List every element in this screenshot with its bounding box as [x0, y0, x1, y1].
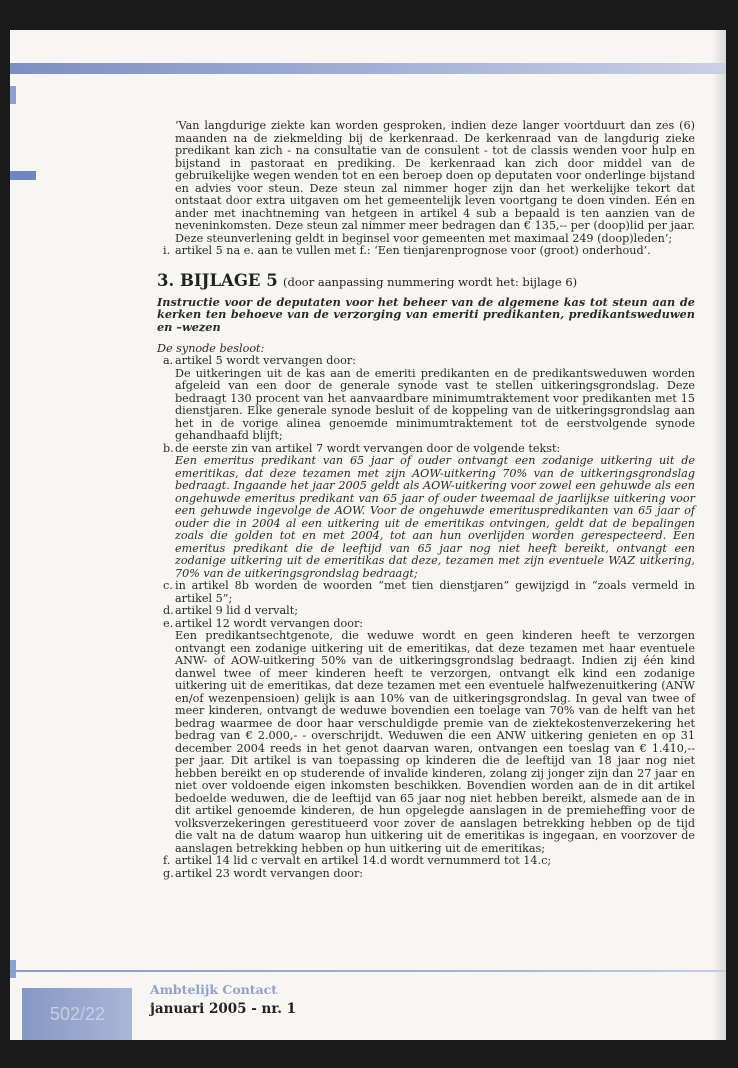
margin-tick — [10, 960, 16, 978]
item-text: artikel 14 lid c vervalt en artikel 14.d wordt vernummerd tot 14.c; — [175, 854, 552, 868]
item-marker: i. — [163, 244, 171, 257]
section-heading — [157, 271, 695, 292]
item-body: Een emeritus predikant van 65 jaar of ouder ontvangt een zodanige uitkering uit de emeritikas, dat deze tezamen met zijn AOW-uitkering 70% van de uitkeringsgrondslag bedraagt. Ingaande het jaar 2005 geldt als AOW-uitkering voor zowel een gehuwde als een ongehuwde emeritus predikant van 65 jaar of ouder tweemaal de jaarlijkse uitkering voor een gehuwde ingevolge de AOW. Voor de ongehuwde emerituspredikanten van 65 jaar of ouder die in 2004 al een uitkering uit de emeritikas ontvingen, geldt dat de bepalingen zoals die golden tot en met 2004, tot aan hun overlijden worden gerespecteerd. Een emeritus predikant die de leeftijd van 65 jaar nog niet heeft bereikt, ontvangt een zodanige uitkering uit de emeritikas dat deze, tezamen met zijn eventuele WAZ uitkering, 70% van de uitkeringsgrondslag bedraagt; — [175, 454, 695, 580]
page-number: 502/22 — [22, 988, 132, 1040]
item-body: De uitkeringen uit de kas aan de emeriti predikanten en de predikantsweduwen worden afgeleid van een door de generale synode vast te stellen uitkeringsgrondslag. Deze bedraagt 130 procent van het aanvaardbare minimumtraktement voor predikanten met 15 dienstjaren. Elke generale synode besluit of de koppeling van de uitkeringsgrondslag aan het in de vorige alinea genoemde minimumtraktement tot de eerstvolgende synode gehandhaafd blijft; — [175, 366, 695, 443]
item-text: artikel 5 na e. aan te vullen met f.: ‘Een tienjarenprognose voor (groot) onderhoud’. — [175, 244, 651, 257]
list-item-a — [163, 355, 695, 443]
page-content — [157, 119, 695, 880]
document-page — [10, 30, 726, 1040]
section-lead: Instructie voor de deputaten voor het beheer van de algemene kas tot steun aan de kerken ten behoeve van de verzorging van emeriti predikanten, predikantsweduwen en –wezen — [157, 294, 695, 335]
item-text: de eerste zin van artikel 7 wordt vervangen door de volgende tekst: — [175, 441, 561, 455]
publication-name: Ambtelijk Contact — [150, 982, 278, 997]
list-item-c — [163, 580, 695, 605]
margin-marker — [10, 171, 36, 180]
margin-tick — [10, 86, 16, 104]
item-marker: d. — [163, 604, 174, 618]
list-item-b — [163, 443, 695, 581]
list-item-i — [163, 245, 695, 258]
item-text: artikel 9 lid d vervalt; — [175, 604, 299, 618]
item-marker: e. — [163, 616, 174, 630]
issue-date: januari 2005 - nr. 1 — [150, 1001, 297, 1017]
item-text: artikel 5 wordt vervangen door: — [175, 354, 356, 368]
item-body: Een predikantsechtgenote, die weduwe wordt en geen kinderen heeft te verzorgen ontvangt een zodanige uitkering uit de emeritikas, dat deze tezamen met haar eventuele ANW- of AOW-uitkering 50% van de uitkeringsgrondslag bedraagt. Indien zij één kind danwel twee of meer kinderen heeft te verzorgen, ontvangt elk kind een zodanige uitkering uit de emeritikas, dat deze tezamen met een eventuele halfwezenuitkering (ANW en/of wezenpensioen) gelijk is aan 10% van de uitkeringsgrondslag. In geval van twee of meer kinderen, ontvangt de weduwe bovendien een toelage van 70% van de helft van het bedrag waarmee de door haar verschuldigde premie van de ziektekostenverzekering het bedrag van € 2.000,- - overschrijdt. Weduwen die een ANW uitkering genieten en op 31 december 2004 reeds in het genot daarvan waren, ontvangen een toeslag van € 1.410,-- per jaar. Dit artikel is van toepassing op kinderen die de leeftijd van 18 jaar nog niet hebben bereikt en op studerende of invalide kinderen, zolang zij jonger zijn dan 27 jaar en niet over voldoende eigen inkomsten beschikken. Bovendien worden aan de in dit artikel bedoelde weduwen, die de leeftijd van 65 jaar nog niet hebben bereikt, alsmede aan de in dit artikel genoemde kinderen, de hun opgelegde aanslagen in de premieheffing voor de volksverzekeringen gerestitueerd voor zover de aanslagen betrekking hebben op de tijd die valt na de datum waarop hun uitkering uit de emeritikas is ingegaan, en voorzover de aanslagen betrekking hebben op hun uitkering uit de emeritikas; — [175, 629, 695, 855]
item-text: artikel 12 wordt vervangen door: — [175, 616, 364, 630]
list-item-e — [163, 618, 695, 856]
list-item-g — [163, 868, 695, 881]
section-title: 3. BIJLAGE 5 — [157, 270, 278, 290]
continued-quote: ‘Van langdurige ziekte kan worden gesproken, indien deze langer voortduurt dan zes (6) maanden na de ziekmelding bij de kerkenraad. De kerkenraad van de langdurig zieke predikant kan zich - na consultatie van de consulent - tot de classis wenden voor hulp en bijstand in pastoraat en prediking. De kerkenraad kan zich door middel van de gebruikelijke wegen wenden tot en een beroep doen op deputaten voor onderlinge bijstand en advies voor steun. Deze steun zal nimmer hoger zijn dan het werkelijke tekort dat ontstaat door extra uitgaven om het gemeentelijk leven voortgang te doen vinden. Eén en ander met inachtneming van hetgeen in artikel 4 sub a bepaald is ten aanzien van de neveninkomsten. Deze steun zal nimmer meer bedragen dan € 135,-- per (doop)lid per jaar. Deze steunverlening geldt in beginsel voor gemeenten met maximaal 249 (doop)leden’; — [175, 119, 695, 245]
page-edge-shadow — [712, 30, 726, 1040]
header-rule — [10, 63, 726, 74]
item-marker: a. — [163, 354, 174, 368]
item-marker: g. — [163, 866, 174, 880]
item-text: in artikel 8b worden de woorden “met tien dienstjaren” gewijzigd in “zoals vermeld in artikel 5”; — [175, 579, 695, 605]
item-marker: c. — [163, 579, 173, 593]
section-note: (door aanpassing nummering wordt het: bijlage 6) — [283, 274, 578, 289]
item-text: artikel 23 wordt vervangen door: — [175, 866, 364, 880]
item-marker: f. — [163, 854, 171, 868]
footer-rule — [10, 970, 726, 972]
item-marker: b. — [163, 441, 174, 455]
section-intro: De synode besloot: — [157, 341, 265, 355]
